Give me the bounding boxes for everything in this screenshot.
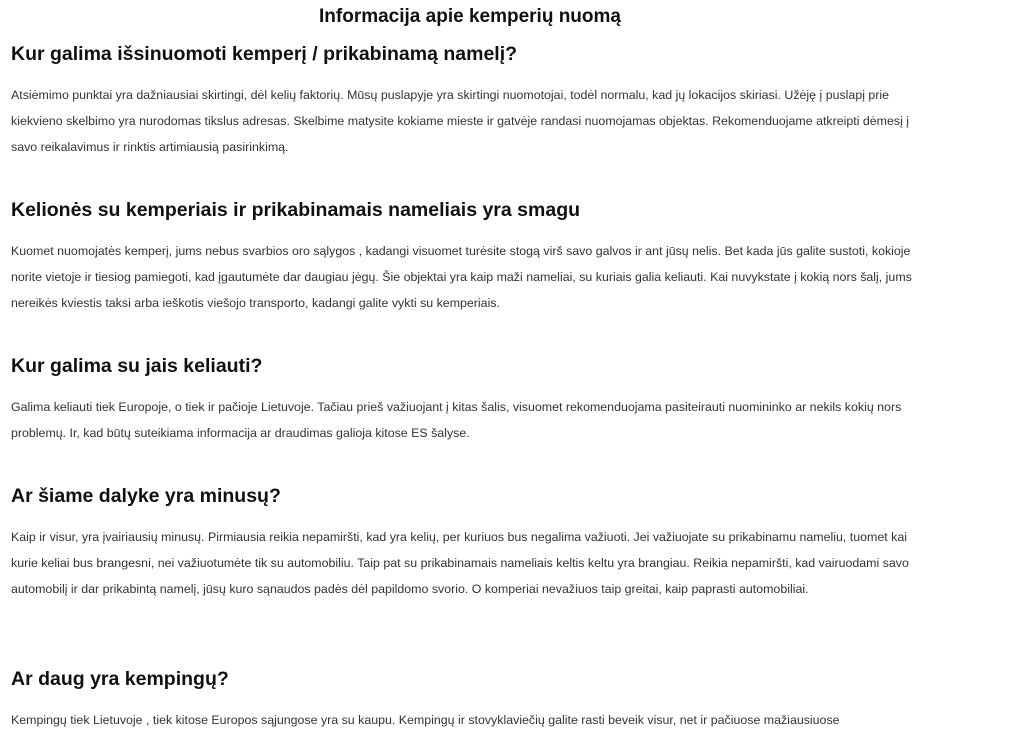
section-travel-fun [11, 198, 931, 316]
section-paragraph: Kuomet nuomojatės kemperį, jums nebus svarbios oro sąlygos , kadangi visuomet turėsite stogą virš savo galvos ir ant jūsų nelis. Bet kada jūs galite sustoti, kokioje norite vietoje ir tiesiog pamiegoti, kad įgautumėte dar daugiau jėgų. Šie objektai yra kaip maži nameliai, su kuriais galia keliauti. Kai nuvykstate į kokią nors šalį, jums nereikės kviestis taksi arba ieškotis viešojo transporto, kadangi galite vykti su kemperiais. [11, 244, 912, 310]
section-heading: Kur galima išsinuomoti kemperį / prikabinamą namelį? [11, 43, 518, 65]
section-heading: Ar šiame dalyke yra minusų? [11, 485, 281, 507]
section-paragraph: Galima keliauti tiek Europoje, o tiek ir pačioje Lietuvoje. Tačiau prieš važiuojant į kitas šalis, visuomet rekomenduojama pasiteirauti nuomininko ar nekils kokių nors problemų. Ir, kad būtų suteikiama informacija ar draudimas galioja kitose ES šalyse. [11, 400, 902, 440]
page-title: Informacija apie kemperių nuomą [319, 6, 621, 27]
section-paragraph: Atsiėmimo punktai yra dažniausiai skirtingi, dėl kelių faktorių. Mūsų puslapyje yra skirtingi nuomotojai, todėl normalu, kad jų lokacijos skiriasi. Užėję į puslapį prie kiekvieno skelbimo yra nurodomas tikslus adresas. Skelbime matysite kokiame mieste ir gatvėje randasi nuomojamas objektas. Rekomenduojame atkreipti dėmesį į savo reikalavimus ir rinktis artimiausią pasirinkimą. [11, 88, 910, 154]
section-heading: Ar daug yra kempingų? [11, 668, 229, 690]
section-heading: Kur galima su jais keliauti? [11, 355, 263, 377]
section-paragraph: Kaip ir visur, yra įvairiausių minusų. Pirmiausia reikia nepamiršti, kad yra kelių, per kuriuos bus negalima važiuoti. Jei važiuojate su prikabinamu nameliu, tuomet kai kurie keliai bus brangesni, nei važiuotumėte tik su automobiliu. Taip pat su prikabinamais nameliais keltis keltu yra brangiau. Reikia nepamiršti, kad vairuodami savo automobilį ir dar prikabintą namelį, jūsų kuro sąnaudos padės dėl papildomo svorio. O komperiai nevažiuos taip greitai, kaip paprasti automobiliai. [11, 530, 909, 596]
section-where-to-travel [11, 354, 931, 446]
section-heading: Kelionės su kemperiais ir prikabinamais nameliais yra smagu [11, 199, 581, 221]
section-downsides [11, 484, 931, 602]
section-rental-location [11, 42, 931, 160]
section-campsites [11, 667, 931, 733]
section-paragraph: Kempingų tiek Lietuvoje , tiek kitose Europos sąjungose yra su kaupu. Kempingų ir stovyklaviečių galite rasti beveik visur, net ir pačiuose mažiausiuose [11, 713, 840, 727]
